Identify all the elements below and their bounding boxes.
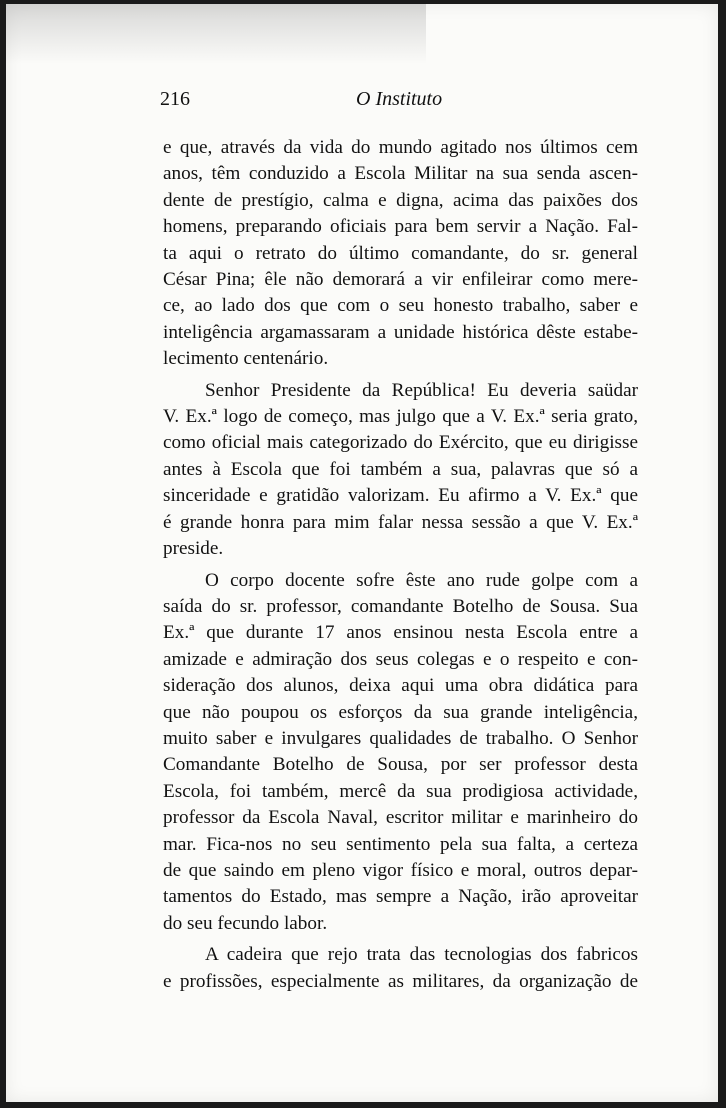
text-line: V. Ex.ª logo de começo, mas julgo que a V. Ex.ª seria grato, (163, 406, 638, 428)
paragraph-1 (163, 135, 638, 373)
text-line: Senhor Presidente da República! Eu deveria saüdar (205, 379, 638, 401)
text-line: saída do sr. professor, comandante Botelho de Sousa. Sua (163, 595, 638, 617)
text-line: ta aqui o retrato do último comandante, do sr. general (163, 242, 638, 264)
text-line: anos, têm conduzido a Escola Militar na sua senda ascen- (163, 163, 638, 185)
text-line: que não poupou os esforços da sua grande inteligência, (163, 701, 638, 723)
paragraph-3 (163, 568, 638, 938)
text-line: Comandante Botelho de Sousa, por ser professor desta (163, 754, 638, 776)
text-line: sideração dos alunos, deixa aqui uma obra didática para (163, 675, 638, 697)
text-line: inteligência argamassaram a unidade histórica dêste estabe- (163, 321, 638, 343)
text-line: professor da Escola Naval, escritor militar e marinheiro do (163, 807, 638, 829)
text-line: Ex.ª que durante 17 anos ensinou nesta Escola entre a (163, 622, 638, 644)
text-line: sinceridade e gratidão valorizam. Eu afirmo a V. Ex.ª que (163, 485, 638, 507)
page-header (160, 88, 640, 118)
paragraph-2 (163, 378, 638, 563)
text-line: antes à Escola que foi também a sua, palavras que só a (163, 458, 638, 480)
page-number: 216 (160, 88, 190, 110)
text-line: Escola, foi também, mercê da sua prodigiosa actividade, (163, 780, 638, 802)
scan-shadow (6, 4, 426, 64)
text-line: mar. Fica-nos no seu sentimento pela sua falta, a certeza (163, 833, 638, 855)
book-page (6, 4, 718, 1102)
text-line: preside. (163, 538, 224, 560)
text-line: de que saindo em pleno vigor físico e moral, outros depar- (163, 859, 638, 881)
text-line: O corpo docente sofre êste ano rude golpe com a (205, 569, 638, 591)
text-line: e que, através da vida do mundo agitado nos últimos cem (163, 137, 638, 158)
text-line: do seu fecundo labor. (163, 912, 328, 934)
text-line: tamentos do Estado, mas sempre a Nação, irão aproveitar (163, 886, 638, 908)
text-line: dente de prestígio, calma e digna, acima das paixões dos (163, 189, 638, 211)
paragraph-4 (163, 942, 638, 995)
text-line: amizade e admiração dos seus colegas e o respeito e con- (163, 648, 638, 670)
text-line: como oficial mais categorizado do Exército, que eu dirigisse (163, 432, 638, 454)
text-line: César Pina; êle não demorará a vir enfileirar como mere- (163, 269, 638, 291)
text-line: A cadeira que rejo trata das tecnologias dos fabricos (205, 944, 638, 966)
text-line: muito saber e invulgares qualidades de trabalho. O Senhor (163, 727, 638, 749)
text-line: homens, preparando oficiais para bem servir a Nação. Fal- (163, 216, 638, 238)
text-line: e profissões, especialmente as militares, da organização de (163, 970, 638, 992)
text-line: ce, ao lado dos que com o seu honesto trabalho, saber e (163, 295, 638, 317)
text-line: lecimento centenário. (163, 348, 329, 370)
running-title: O Instituto (356, 88, 443, 110)
body-text (163, 135, 638, 995)
text-line: é grande honra para mim falar nessa sessão a que V. Ex.ª (163, 511, 638, 533)
